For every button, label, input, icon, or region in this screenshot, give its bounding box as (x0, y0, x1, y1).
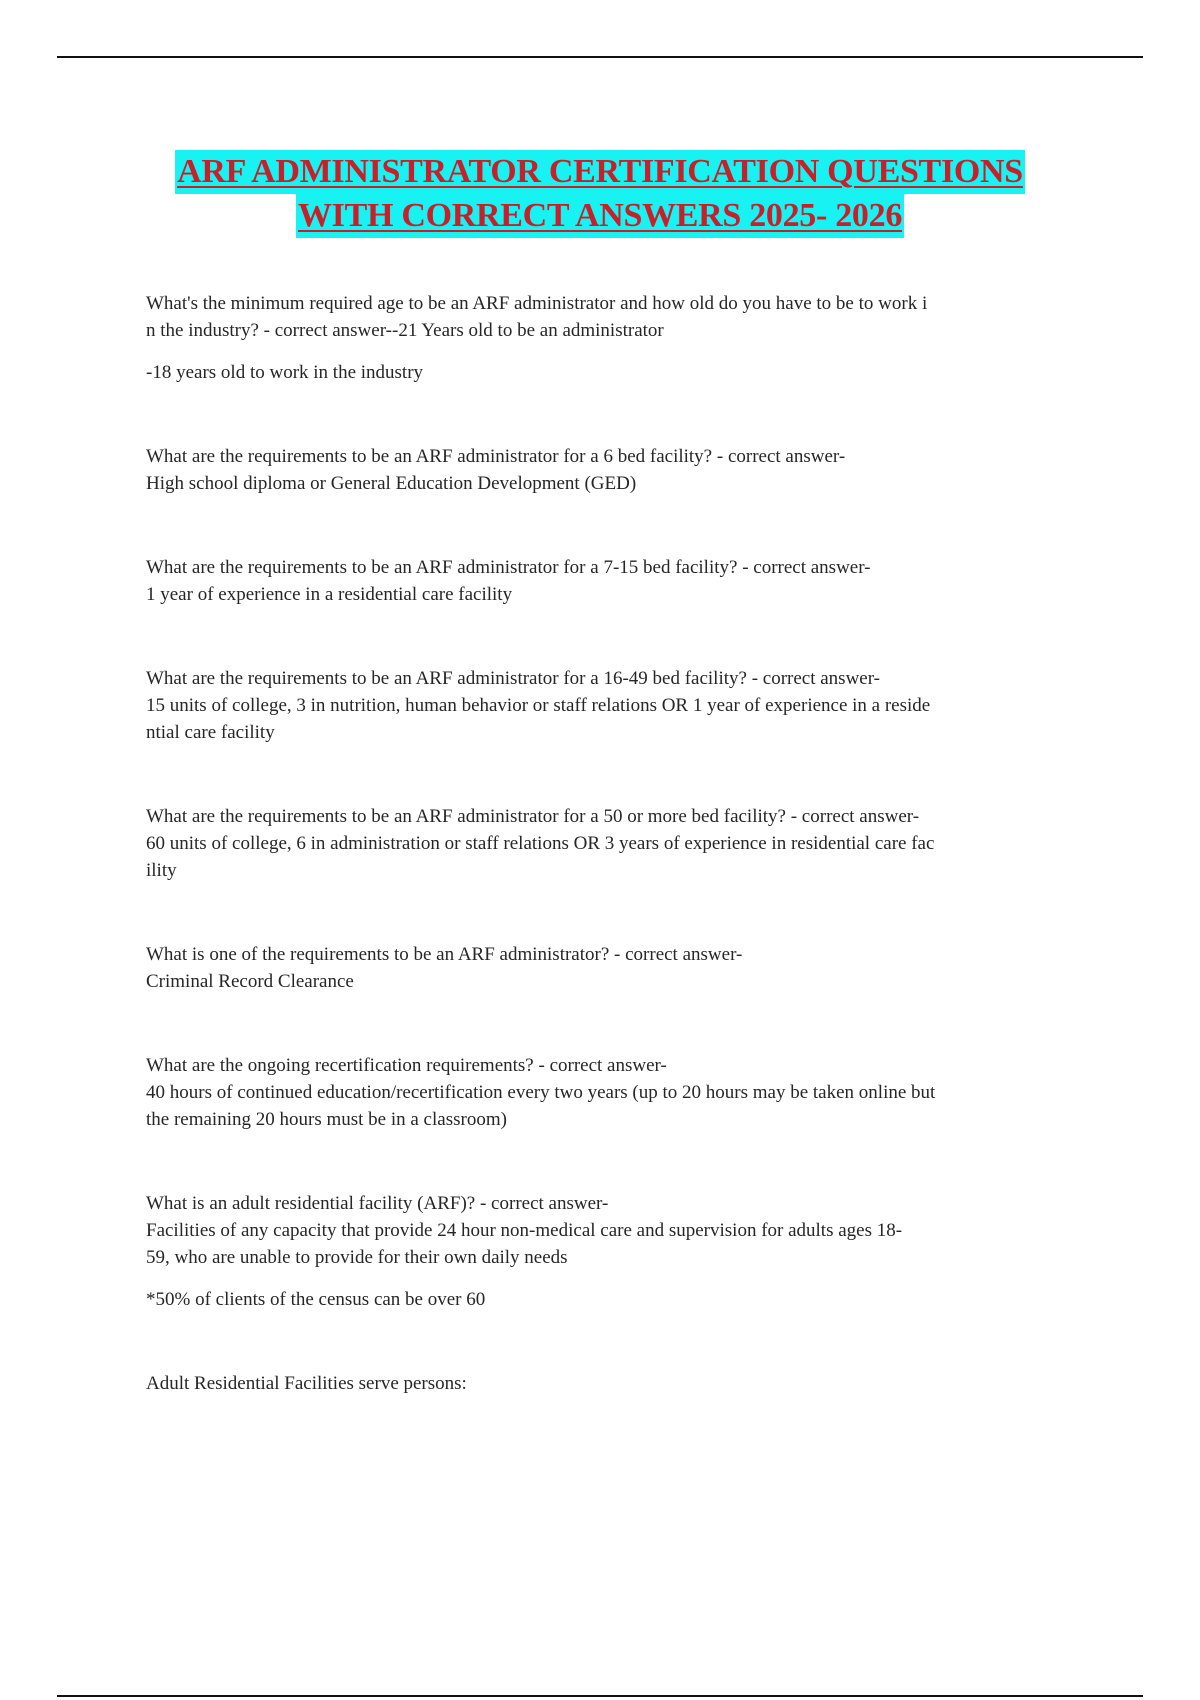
answer-line: Facilities of any capacity that provide 24 hour non-medical care and supervision for adults ages 18- (146, 1220, 903, 1241)
answer-line: Criminal Record Clearance (146, 971, 354, 992)
answer-line: 1 year of experience in a residential care facility (146, 584, 513, 605)
question-line: What is an adult residential facility (ARF)? - correct answer- (146, 1193, 609, 1214)
question-line: What are the requirements to be an ARF administrator for a 16-49 bed facility? - correct answer- (146, 668, 881, 689)
question-line: What is one of the requirements to be an ARF administrator? - correct answer- (146, 944, 743, 965)
question-line: What are the requirements to be an ARF administrator for a 7-15 bed facility? - correct answer- (146, 557, 871, 578)
qa-item (146, 941, 1086, 995)
answer-note: -18 years old to work in the industry (146, 362, 424, 383)
document-body (146, 290, 1086, 1454)
qa-item (146, 803, 1086, 884)
document-title (0, 150, 1200, 238)
qa-item (146, 665, 1086, 746)
title-line-1: ARF ADMINISTRATOR CERTIFICATION QUESTIONS (175, 150, 1025, 194)
answer-line: 15 units of college, 3 in nutrition, human behavior or staff relations OR 1 year of experience in a reside (146, 695, 931, 716)
question-line: What's the minimum required age to be an ARF administrator and how old do you have to be to work i (146, 293, 928, 314)
answer-line: 59, who are unable to provide for their own daily needs (146, 1247, 568, 1268)
question-line: What are the ongoing recertification requirements? - correct answer- (146, 1055, 667, 1076)
question-line: Adult Residential Facilities serve persons: (146, 1373, 467, 1394)
answer-line: 60 units of college, 6 in administration or staff relations OR 3 years of experience in residential care fac (146, 833, 935, 854)
answer-line: 40 hours of continued education/recertification every two years (up to 20 hours may be taken online but (146, 1082, 936, 1103)
qa-item (146, 554, 1086, 608)
top-rule (57, 56, 1143, 58)
qa-item (146, 1190, 1086, 1313)
question-line: What are the requirements to be an ARF administrator for a 6 bed facility? - correct answer- (146, 446, 846, 467)
answer-note: *50% of clients of the census can be over 60 (146, 1289, 486, 1310)
answer-line: High school diploma or General Education Development (GED) (146, 473, 637, 494)
question-line: n the industry? - correct answer--21 Years old to be an administrator (146, 320, 664, 341)
question-line: What are the requirements to be an ARF administrator for a 50 or more bed facility? - correct answer- (146, 806, 920, 827)
title-line-2: WITH CORRECT ANSWERS 2025- 2026 (296, 194, 904, 238)
answer-line: the remaining 20 hours must be in a classroom) (146, 1109, 507, 1130)
qa-item (146, 443, 1086, 497)
bottom-rule (57, 1695, 1143, 1697)
qa-item (146, 1370, 1086, 1397)
qa-item (146, 1052, 1086, 1133)
qa-item (146, 290, 1086, 386)
answer-line: ntial care facility (146, 722, 275, 743)
answer-line: ility (146, 860, 177, 881)
